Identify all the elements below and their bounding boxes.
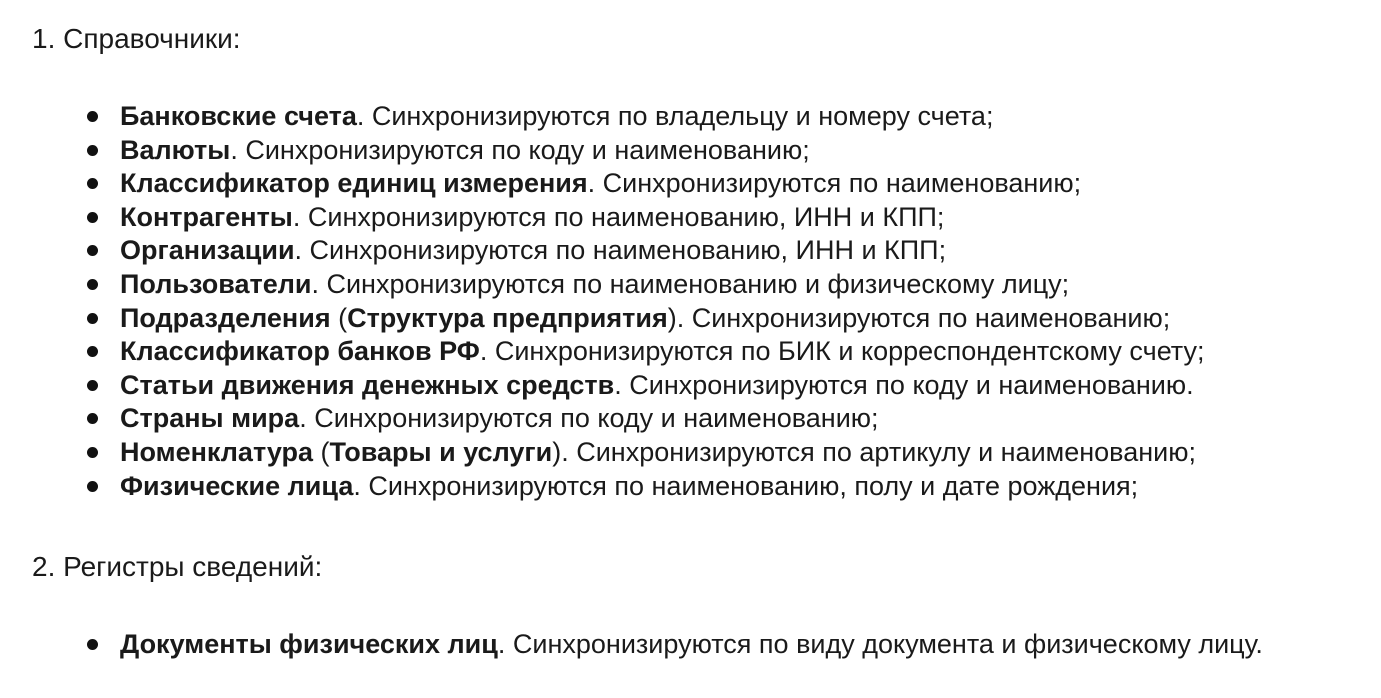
section-heading-registers: 2. Регистры сведений: bbox=[32, 551, 323, 582]
list-item bbox=[0, 201, 1204, 235]
item-description: . Синхронизируются по наименованию, ИНН и КПП; bbox=[292, 201, 945, 232]
bullet-icon bbox=[87, 413, 98, 424]
list-item bbox=[0, 302, 1204, 336]
item-description: . Синхронизируются по наименованию, полу и дате рождения; bbox=[353, 470, 1139, 501]
bullet-icon bbox=[87, 313, 98, 324]
item-title: Банковские счета bbox=[120, 101, 357, 131]
item-description: . Синхронизируются по виду документа и физическому лицу. bbox=[497, 629, 1263, 659]
list-item bbox=[0, 100, 1204, 134]
item-description: . Синхронизируются по БИК и корреспондентскому счету; bbox=[479, 336, 1205, 367]
bullet-icon bbox=[87, 279, 98, 290]
bullet-icon bbox=[87, 178, 98, 189]
item-description: . Синхронизируются по наименованию, ИНН и КПП; bbox=[294, 235, 947, 266]
list-item bbox=[0, 167, 1204, 201]
item-alt-title: Товары и услуги bbox=[329, 436, 553, 467]
item-description: . Синхронизируются по наименованию; bbox=[587, 168, 1082, 199]
item-title: Физические лица bbox=[120, 470, 354, 501]
item-title: Номенклатура bbox=[120, 436, 314, 467]
item-title: Страны мира bbox=[120, 403, 300, 434]
bullet-icon bbox=[87, 447, 98, 458]
bullet-icon bbox=[87, 380, 98, 391]
item-alt-title: Структура предприятия bbox=[347, 302, 668, 333]
item-description: . Синхронизируются по коду и наименованию; bbox=[299, 403, 879, 434]
item-paren-open: ( bbox=[313, 436, 330, 467]
list-item bbox=[0, 470, 1204, 504]
list-item bbox=[0, 268, 1204, 302]
list-item bbox=[0, 402, 1204, 436]
registers-list bbox=[0, 628, 1263, 662]
bullet-icon bbox=[87, 212, 98, 223]
item-title: Документы физических лиц bbox=[120, 629, 498, 659]
bullet-icon bbox=[87, 346, 98, 357]
catalogs-list bbox=[0, 100, 1204, 503]
item-title: Организации bbox=[120, 235, 295, 266]
item-title: Валюты bbox=[120, 134, 231, 165]
item-description: . Синхронизируются по коду и наименованию; bbox=[230, 134, 810, 165]
list-item bbox=[0, 628, 1263, 662]
bullet-icon bbox=[87, 111, 98, 122]
list-item bbox=[0, 369, 1204, 403]
item-description: ). Синхронизируются по наименованию; bbox=[667, 302, 1171, 333]
item-description: ). Синхронизируются по артикулу и наименованию; bbox=[552, 436, 1196, 467]
section-heading-catalogs: 1. Справочники: bbox=[32, 23, 241, 54]
bullet-icon bbox=[87, 145, 98, 156]
bullet-icon bbox=[87, 639, 98, 650]
item-title: Пользователи bbox=[120, 268, 312, 299]
bullet-icon bbox=[87, 245, 98, 256]
item-title: Статьи движения денежных средств bbox=[120, 369, 615, 400]
item-description: . Синхронизируются по наименованию и физическому лицу; bbox=[311, 268, 1070, 299]
item-title: Подразделения bbox=[120, 302, 331, 333]
bullet-icon bbox=[87, 481, 98, 492]
item-paren-open: ( bbox=[330, 302, 348, 333]
item-title: Классификатор банков РФ bbox=[120, 336, 480, 367]
item-title: Классификатор единиц измерения bbox=[120, 168, 588, 199]
list-item bbox=[0, 335, 1204, 369]
item-title: Контрагенты bbox=[120, 201, 293, 232]
list-item bbox=[0, 134, 1204, 168]
item-description: . Синхронизируются по коду и наименованию. bbox=[614, 369, 1194, 400]
list-item bbox=[0, 234, 1204, 268]
list-item bbox=[0, 436, 1204, 470]
item-description: . Синхронизируются по владельцу и номеру счета; bbox=[356, 101, 994, 131]
